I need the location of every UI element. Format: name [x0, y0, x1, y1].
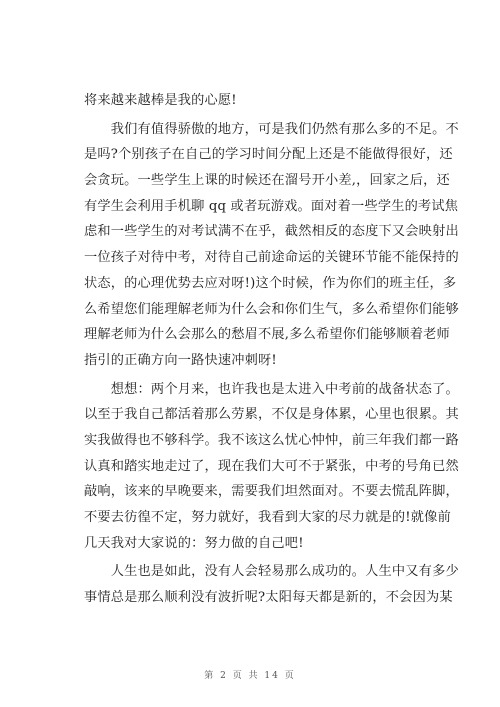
- document-body: [84, 88, 459, 611]
- text-line: 指引的正确方向一路快速冲刺呀!: [84, 352, 277, 368]
- text-line: 么希望您们能理解老师为什么会和你们生气，多么希望你们能够: [84, 301, 459, 317]
- text-line: 认真和踏实地走过了，现在我们大可不于紧张，中考的号角已然: [84, 458, 459, 474]
- text-line: 状态，的心理优势去应对呀!)这个时候，作为你们的班主任，多: [84, 275, 457, 291]
- page-footer: 第 2 页 共 14 页: [204, 671, 296, 681]
- text-line: 几天我对大家说的：努力做的自己吧!: [84, 535, 304, 551]
- paragraph: [84, 377, 459, 557]
- text-line: 将来越来越棒是我的心愿!: [84, 93, 237, 108]
- text-line: 实我做得也不够科学。我不该这么忧心忡忡，前三年我们都一路: [84, 432, 459, 448]
- paragraph: [84, 88, 426, 114]
- text-line: 虑和一些学生的对考试满不在乎，截然相反的态度下又会映射出: [84, 224, 459, 240]
- text-line: 人生也是如此，没有人会轻易那么成功的。人生中又有多少: [84, 564, 459, 580]
- text-line: 敲响，该来的早晚要来，需要我们坦然面对。不要去慌乱阵脚，: [84, 484, 459, 500]
- text-line: 一位孩子对待中考，对待自己前途命运的关键环节能不能保持的: [84, 250, 459, 266]
- text-line: 以至于我自己都活着那么劳累，不仅是身体累，心里也很累。其: [84, 407, 459, 423]
- text-line: 不要去彷徨不定，努力就好，我看到大家的尽力就是的!就像前: [84, 510, 451, 525]
- text-line: 事情总是那么顺利没有波折呢?太阳每天都是新的，不会因为某: [84, 590, 453, 606]
- text-line: 会贪玩。一些学生上课的时候还在溜号开小差,，回家之后，还: [84, 173, 450, 189]
- paragraph: [84, 559, 459, 610]
- text-line: 想想：两个月来，也许我也是太进入中考前的战备状态了。: [84, 381, 459, 397]
- text-line: 有学生会利用手机聊 qq 或者玩游戏。面对着一些学生的考试焦: [84, 198, 459, 214]
- paragraph: [84, 117, 459, 374]
- text-line: 我们有值得骄傲的地方，可是我们仍然有那么多的不足。不: [84, 121, 459, 137]
- text-line: 是吗?个别孩子在自己的学习时间分配上还是不能做得很好，还: [84, 147, 453, 163]
- text-line: 理解老师为什么会那么的愁眉不展,多么希望你们能够顺着老师: [84, 327, 450, 343]
